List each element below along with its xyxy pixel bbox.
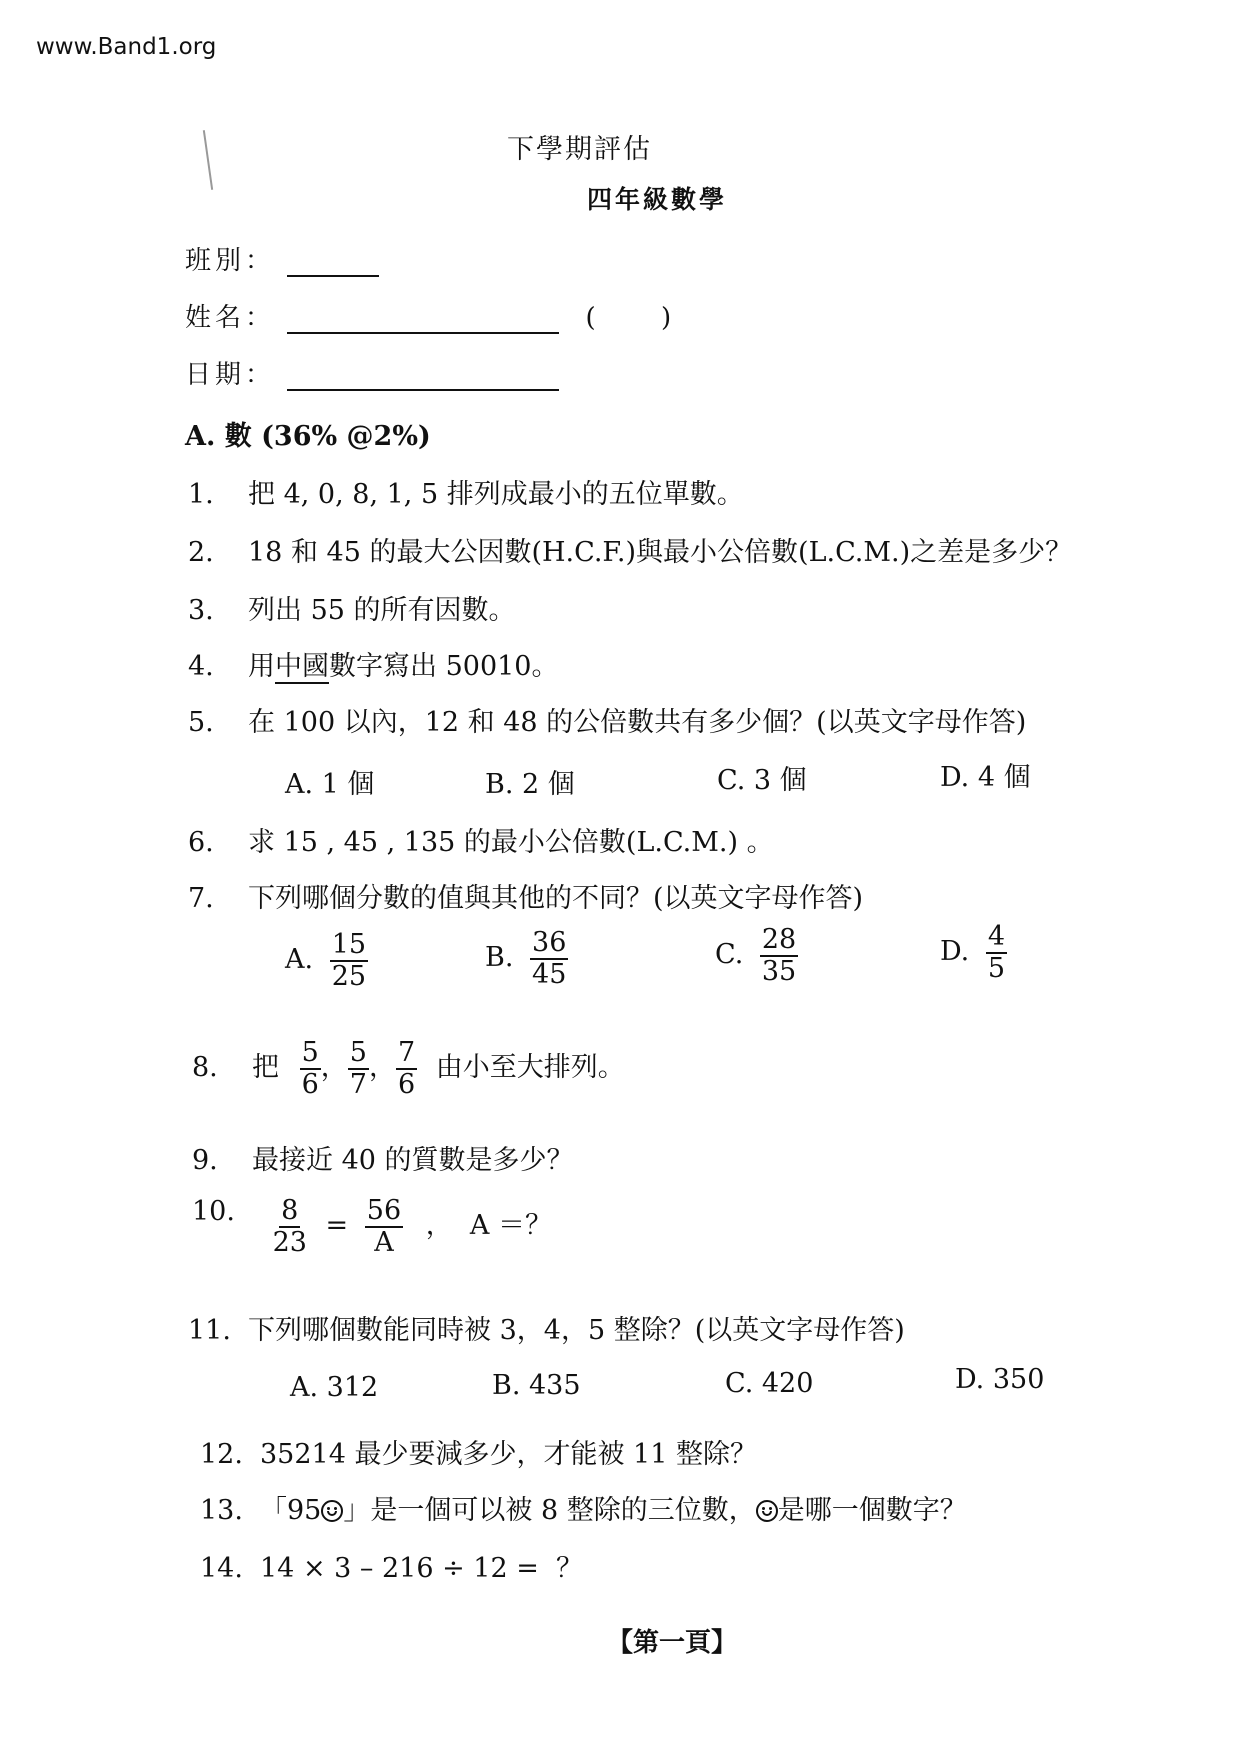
class-label: 班別： xyxy=(185,246,276,276)
numerator: 15 xyxy=(331,929,367,960)
question-number: 12. xyxy=(200,1439,243,1470)
question-number: 10. xyxy=(192,1196,235,1227)
question-text: 下列哪個分數的值與其他的不同？(以英文字母作答) xyxy=(248,883,864,914)
denominator: 23 xyxy=(272,1226,307,1258)
exam-subtitle: 四年級數學 xyxy=(587,185,728,214)
question-4 xyxy=(188,644,558,683)
q11-option-d: D. 350 xyxy=(955,1364,1045,1395)
denominator: 6 xyxy=(397,1068,416,1100)
numerator: 7 xyxy=(397,1037,416,1068)
question-5 xyxy=(188,700,1026,739)
question-number: 1. xyxy=(188,479,214,510)
separator: ， xyxy=(368,1052,396,1084)
denominator: 45 xyxy=(532,958,567,990)
question-1 xyxy=(188,472,744,511)
fraction xyxy=(300,1038,321,1099)
fraction xyxy=(396,1038,417,1099)
option-label: C. xyxy=(715,939,744,971)
question-11 xyxy=(188,1308,905,1347)
scan-mark xyxy=(203,130,213,190)
question-text-post: 數字寫出 50010。 xyxy=(329,651,559,682)
numerator: 36 xyxy=(532,927,567,958)
equals-sign: = xyxy=(325,1210,349,1242)
watermark: www.Band1.org xyxy=(36,34,217,60)
fraction xyxy=(271,1196,309,1257)
question-7 xyxy=(188,876,863,915)
name-input-line[interactable] xyxy=(287,308,559,334)
question-text-pre: 「95 xyxy=(260,1495,322,1526)
section-heading: A. 數 (36% @2%) xyxy=(185,421,431,452)
question-number: 14. xyxy=(200,1553,243,1584)
question-number: 9. xyxy=(192,1145,218,1176)
q11-option-a: A. 312 xyxy=(290,1372,379,1403)
question-text-underlined: 中國 xyxy=(275,651,329,682)
separator: ， xyxy=(320,1052,348,1084)
question-text-post: ， A ＝？ xyxy=(425,1210,552,1242)
question-text: 求 15 , 45 , 135 的最小公倍數(L.C.M.) 。 xyxy=(248,827,774,858)
class-field xyxy=(185,240,379,277)
denominator: 5 xyxy=(987,952,1006,984)
q11-option-b: B. 435 xyxy=(492,1370,581,1401)
denominator: 25 xyxy=(331,960,367,992)
question-number: 8. xyxy=(192,1052,218,1084)
question-number: 4. xyxy=(188,651,214,682)
fraction xyxy=(530,928,568,989)
question-number: 3. xyxy=(188,595,214,626)
question-text: 35214 最少要減多少，才能被 11 整除？ xyxy=(260,1439,757,1470)
denominator: 6 xyxy=(301,1068,319,1100)
q5-option-a: A. 1 個 xyxy=(285,769,375,800)
question-text: 最接近 40 的質數是多少？ xyxy=(252,1145,574,1176)
date-label: 日期： xyxy=(185,360,276,390)
question-text: 18 和 45 的最大公因數(H.C.F.)與最小公倍數(L.C.M.)之差是多少？ xyxy=(248,537,1073,568)
question-9 xyxy=(192,1138,574,1177)
question-6 xyxy=(188,820,774,859)
question-10 xyxy=(192,1196,552,1257)
question-14 xyxy=(200,1546,583,1585)
question-text-pre: 把 xyxy=(252,1052,279,1084)
q7-option-a xyxy=(285,930,368,991)
date-field xyxy=(185,354,559,391)
question-text: 列出 55 的所有因數。 xyxy=(248,595,516,626)
q5-option-d: D. 4 個 xyxy=(940,762,1031,793)
question-text: 下列哪個數能同時被 3，4，5 整除？(以英文字母作答) xyxy=(248,1315,905,1346)
question-text-mid: 」是一個可以被 8 整除的三位數， xyxy=(343,1495,756,1526)
class-input-line[interactable] xyxy=(287,251,379,277)
q5-option-c: C. 3 個 xyxy=(717,765,807,796)
fraction xyxy=(760,925,798,986)
question-number: 13. xyxy=(200,1495,243,1526)
numerator: 5 xyxy=(349,1037,367,1068)
question-number: 2. xyxy=(188,537,214,568)
numerator: 28 xyxy=(761,924,797,955)
q11-option-c: C. 420 xyxy=(725,1368,814,1399)
denominator: 7 xyxy=(349,1068,367,1100)
name-field xyxy=(185,297,675,334)
page-number: 【第一頁】 xyxy=(607,1628,738,1658)
numerator: 5 xyxy=(301,1037,319,1068)
name-label: 姓名： xyxy=(185,303,276,333)
numerator: 4 xyxy=(987,921,1006,952)
option-label: A. xyxy=(285,944,314,976)
question-text-post: 是哪一個數字？ xyxy=(777,1495,967,1526)
question-8 xyxy=(192,1038,625,1099)
question-12 xyxy=(200,1432,757,1471)
question-number: 6. xyxy=(188,827,214,858)
q5-option-b: B. 2 個 xyxy=(485,769,575,800)
question-number: 7. xyxy=(188,883,214,914)
option-label: D. xyxy=(940,936,970,968)
question-text-pre: 用 xyxy=(248,651,275,682)
option-label: B. xyxy=(485,942,514,974)
class-number-brackets: ( ) xyxy=(585,303,676,333)
question-3 xyxy=(188,588,516,627)
denominator: A xyxy=(374,1226,394,1258)
smiley-face-icon xyxy=(321,1500,343,1522)
date-input-line[interactable] xyxy=(287,365,559,391)
fraction xyxy=(330,930,368,991)
denominator: 35 xyxy=(761,955,797,987)
question-text-post: 由小至大排列。 xyxy=(435,1052,625,1084)
q7-option-d xyxy=(940,922,1007,983)
question-text: 14 × 3 – 216 ÷ 12 = ？ xyxy=(260,1553,584,1584)
q7-option-b xyxy=(485,928,568,989)
question-text: 把 4, 0, 8, 1, 5 排列成最小的五位單數。 xyxy=(248,479,744,510)
numerator: 56 xyxy=(366,1195,402,1226)
question-text: 在 100 以內，12 和 48 的公倍數共有多少個？(以英文字母作答) xyxy=(248,707,1027,738)
fraction xyxy=(348,1038,369,1099)
q7-option-c xyxy=(715,925,798,986)
question-number: 5. xyxy=(188,707,214,738)
smiley-face-icon xyxy=(756,1500,778,1522)
question-13 xyxy=(200,1488,967,1527)
fraction xyxy=(365,1196,403,1257)
question-number: 11. xyxy=(188,1315,231,1346)
exam-title: 下學期評估 xyxy=(507,134,652,165)
question-2 xyxy=(188,530,1072,569)
fraction xyxy=(986,922,1007,983)
numerator: 8 xyxy=(281,1195,299,1226)
